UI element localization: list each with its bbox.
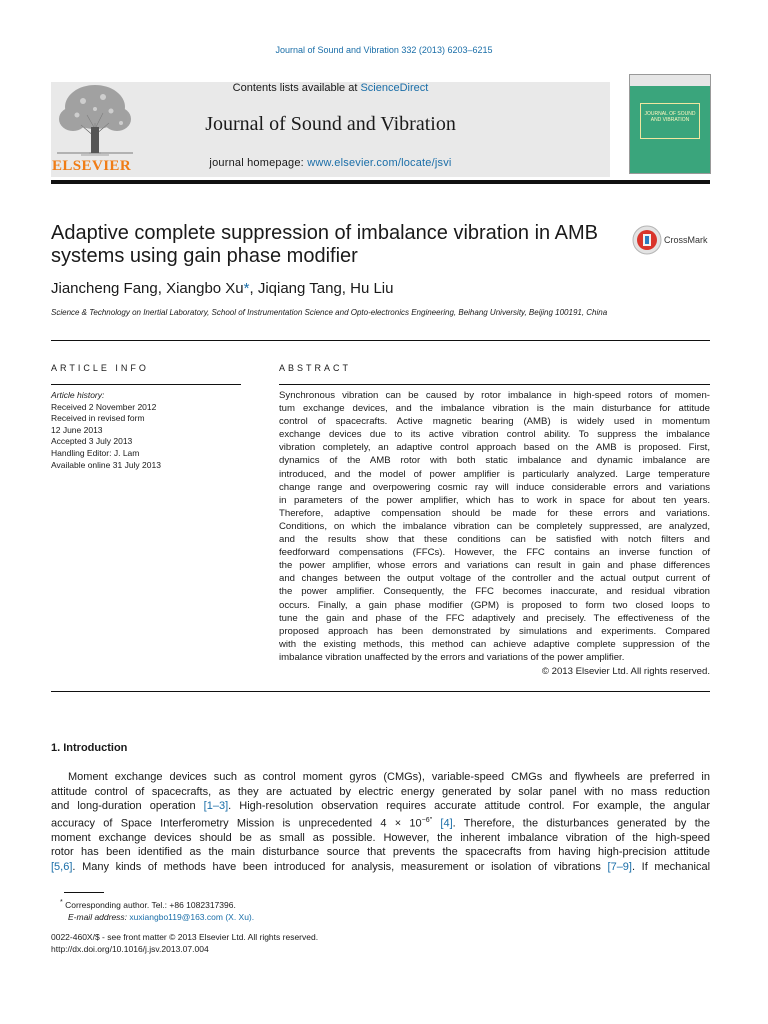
abstract-heading: ABSTRACT xyxy=(279,363,352,373)
abstract-text xyxy=(279,389,710,664)
abstract-line: and the results show that these conditions can be satisfied with notch filters and xyxy=(279,534,710,546)
abstract-line: with the existing methods, this method can achieve adaptive complete suppression of the xyxy=(279,638,710,650)
abstract-line: change range and overpowering cosmic ray will induce considerable errors and variations xyxy=(279,481,710,493)
article-history xyxy=(51,390,161,471)
introduction-body xyxy=(51,770,710,874)
authors-part-1: Jiancheng Fang, Xiangbo Xu xyxy=(51,280,244,297)
abstract-line: imbalance vibration unaffected by the errors and variations of the power amplifier. xyxy=(279,651,625,663)
history-item: Available online 31 July 2013 xyxy=(51,459,161,470)
corresponding-author-note xyxy=(60,896,254,911)
title-rule xyxy=(51,340,710,341)
abstract-line: and changes between the output voltage of the controller and the actual output current of xyxy=(279,573,710,585)
footnote-rule xyxy=(64,892,104,893)
history-label: Article history: xyxy=(51,390,105,400)
header-rule xyxy=(51,180,710,184)
copyright-notice: © 2013 Elsevier Ltd. All rights reserved. xyxy=(541,666,710,677)
issn-line: 0022-460X/$ - see front matter © 2013 Elsevier Ltd. All rights reserved. xyxy=(51,932,319,942)
abstract-line: tune the gain and phase of the FFC adaptively and precisely. The effectiveness of the xyxy=(279,612,710,624)
footnote xyxy=(60,896,254,923)
author-list xyxy=(51,280,394,297)
abstract-line: Synchronous vibration can be caused by rotor imbalance in high-speed rotors of momen- xyxy=(279,390,710,401)
intro-line: moment exchange devices should be as small as possible. However, the inherent imbalance vibration of the high-speed xyxy=(51,831,710,844)
abstract-line: tum exchange devices, and the imbalance vibration is the main disturbance for attitude xyxy=(279,403,710,415)
abstract-rule xyxy=(279,384,710,385)
history-item: Received 2 November 2012 xyxy=(51,401,157,412)
abstract-line: the power amplifier, whose errors and variations can result in gain and phase differences xyxy=(279,560,710,572)
abstract-line: Conditions, on which the imbalance vibration can be completely suppressed, are analyzed, xyxy=(279,520,710,532)
article-info-rule xyxy=(51,384,241,385)
email-note xyxy=(60,911,254,923)
intro-text: accuracy of Space Interferometry Mission is unprecedented 4 × 10 xyxy=(51,817,422,830)
affiliation: Science & Technology on Inertial Laboratory, School of Instrumentation Science and Opto-electronics Engineering, Beihang University, Beijing 100191, China xyxy=(51,308,608,317)
email-link[interactable]: xuxiangbo119@163.com (X. Xu). xyxy=(129,911,255,922)
authors-part-2: , Jiqiang Tang, Hu Liu xyxy=(249,280,394,297)
intro-line xyxy=(51,860,710,875)
corresponding-author-mark[interactable]: * xyxy=(243,280,250,297)
crossmark-badge[interactable] xyxy=(632,225,712,255)
history-item: 12 June 2013 xyxy=(51,424,103,435)
intro-line: rotor has been identified as the main disturbance source that prevents the spacecrafts from having high-precision attitude xyxy=(51,846,710,859)
abstract-line: exchange devices due to its active vibration control ability. To suppress the imbalance xyxy=(279,429,710,441)
elsevier-wordmark: ELSEVIER xyxy=(52,158,132,174)
abstract-bottom-rule xyxy=(51,691,710,692)
abstract-line: the power amplifier. Consequently, the FFC becomes inaccurate, and residual vibration xyxy=(279,586,710,598)
citation-link[interactable]: [1–3] xyxy=(203,800,229,812)
cover-title-text: JOURNAL OF SOUND AND VIBRATION xyxy=(644,111,696,123)
intro-text: and long-duration operation xyxy=(51,800,204,812)
exponent: −6″ xyxy=(421,816,433,824)
footnote-text: Corresponding author. Tel.: +86 1082317396. xyxy=(62,899,236,910)
abstract-line: feedforward compensations (FFCs). However, the FFC contains an inverse function of xyxy=(279,547,710,559)
doi-link[interactable]: http://dx.doi.org/10.1016/j.jsv.2013.07.004 xyxy=(51,944,209,954)
citation-link[interactable]: [7–9] xyxy=(607,860,632,873)
crossmark-icon xyxy=(632,225,662,255)
crossmark-label: CrossMark xyxy=(664,235,708,245)
intro-line xyxy=(51,799,710,814)
journal-citation[interactable]: Journal of Sound and Vibration 332 (2013) 6203–6215 xyxy=(275,45,493,55)
history-item: Handling Editor: J. Lam xyxy=(51,447,140,458)
citation-link[interactable]: [5,6] xyxy=(51,860,73,873)
contents-prefix: Contents lists available at xyxy=(232,82,361,94)
abstract-line: in parameters of the power amplifier, which has to work in space for about ten years. xyxy=(279,494,710,506)
intro-text: . Therefore, the disturbances generated by the xyxy=(452,817,710,830)
intro-line: attitude control of spacecrafts, as they are actuated by electric energy generated by solar panel with no mass reduction xyxy=(51,785,710,798)
intro-text: . If mechanical xyxy=(631,860,711,873)
abstract-line: proposed approach has been demonstrated by simulations and experiments. Compared xyxy=(279,625,710,637)
citation-link[interactable]: [4] xyxy=(440,817,453,830)
intro-text: . High-resolution observation requires accurate attitude control. For example, the angular xyxy=(228,800,710,812)
intro-text: . Many kinds of methods have been introduced for analysis, measurement or isolation of vibrations xyxy=(72,860,608,873)
article-title: Adaptive complete suppression of imbalance vibration in AMB systems using gain phase modifier xyxy=(51,222,598,267)
cover-top-strip xyxy=(630,75,710,86)
abstract-line: control of spacecrafts. Active magnetic bearing (AMB) is widely used in momentum xyxy=(279,416,710,428)
homepage-prefix: journal homepage: xyxy=(209,157,308,169)
abstract-line: vibration completely, an adaptive control approach based on the AMB is proposed. First, xyxy=(279,442,710,454)
intro-line xyxy=(51,814,710,831)
section-heading-introduction: 1. Introduction xyxy=(51,742,128,754)
article-info-heading: ARTICLE INFO xyxy=(51,363,149,373)
page-footer xyxy=(51,931,318,955)
abstract-line: introduced, and the model of power amplifier is particularly analyzed. Large temperature xyxy=(279,468,710,480)
journal-title: Journal of Sound and Vibration xyxy=(205,113,456,135)
footnote-mark: * xyxy=(60,898,63,906)
history-item: Received in revised form xyxy=(51,413,145,424)
history-item: Accepted 3 July 2013 xyxy=(51,436,133,447)
intro-line: Moment exchange devices such as control moment gyros (CMGs), variable-speed CMGs and flywheels are preferred in xyxy=(68,771,710,783)
abstract-line: dynamics of the AMB rotor with both static imbalance and dynamic imbalance are xyxy=(279,455,710,467)
abstract-line: occurs. Finally, a gain phase modifier (GPM) is proposed to form two closed loops to xyxy=(279,599,710,611)
homepage-link[interactable]: www.elsevier.com/locate/jsvi xyxy=(307,157,452,169)
abstract-line: Therefore, adaptive compensation should be made for these errors and variations. xyxy=(279,507,710,519)
email-label: E-mail address: xyxy=(68,911,130,922)
sciencedirect-link[interactable]: ScienceDirect xyxy=(360,82,429,94)
journal-cover-image[interactable] xyxy=(629,74,711,174)
